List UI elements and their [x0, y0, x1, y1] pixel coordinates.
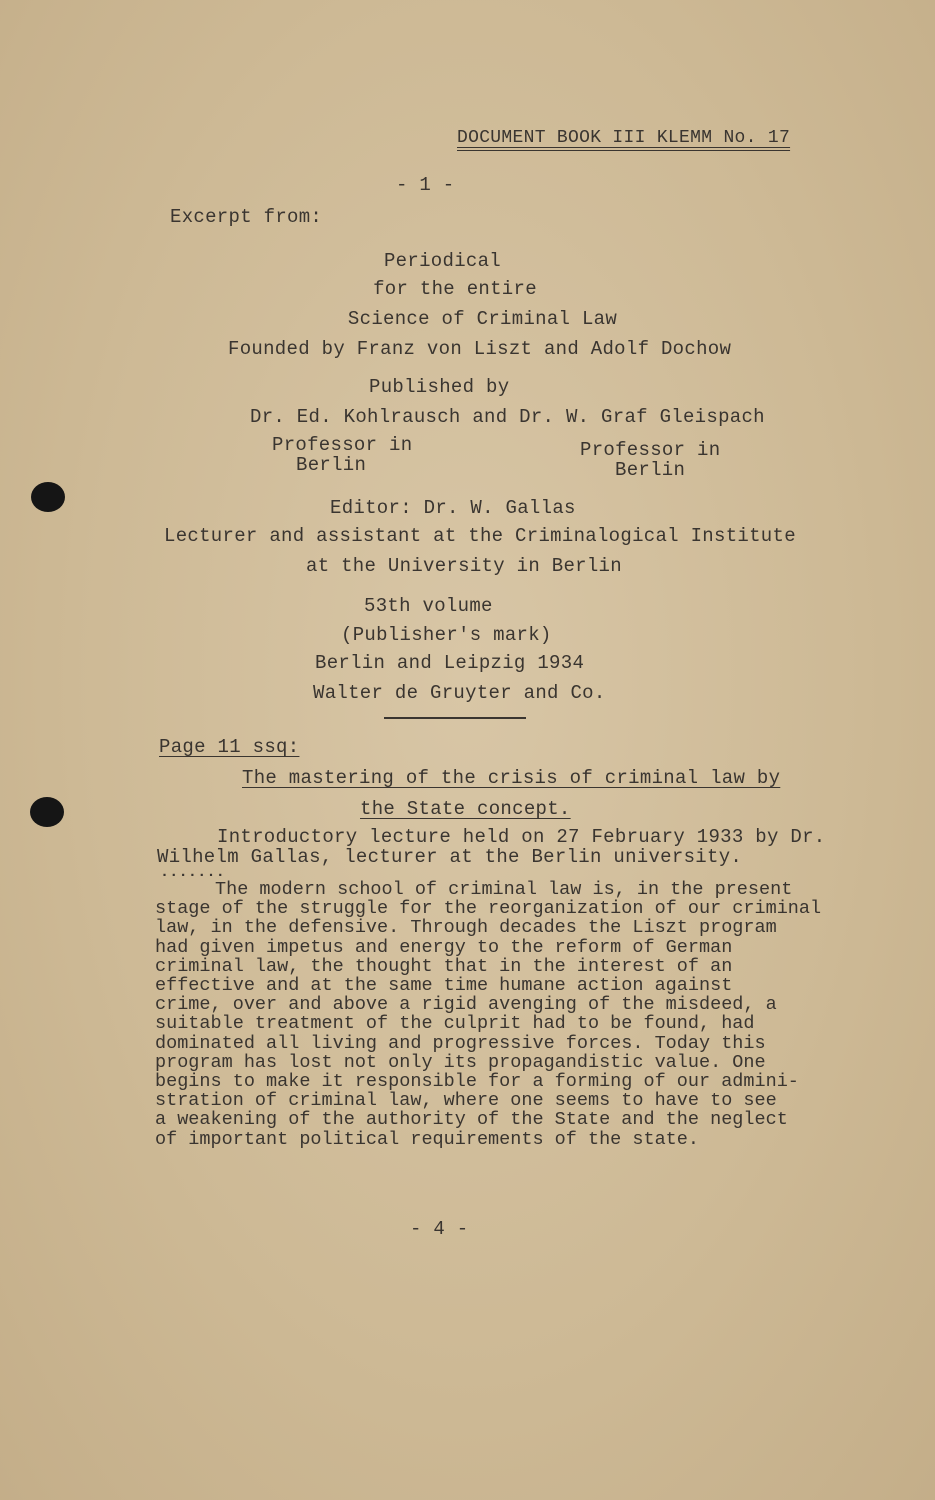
document-reference: DOCUMENT BOOK III KLEMM No. 17 — [457, 128, 791, 148]
editor-institution: at the University in Berlin — [306, 555, 622, 577]
right-professor-city: Berlin — [615, 459, 686, 481]
body-line: dominated all living and progressive forces. Today this — [155, 1032, 766, 1054]
body-paragraph — [155, 880, 867, 1149]
body-line: a weakening of the authority of the State and the neglect — [155, 1109, 788, 1131]
intro-line2: Wilhelm Gallas, lecturer at the Berlin university. — [157, 846, 743, 868]
page-reference: Page 11 ssq: — [159, 736, 300, 758]
publisher-mark: (Publisher's mark) — [341, 624, 552, 646]
left-professor-title: Professor in — [272, 434, 413, 456]
intro-line1: Introductory lecture held on 27 February 1933 by Dr. — [217, 826, 826, 848]
body-line: effective and at the same time humane action against — [155, 975, 733, 997]
periodical-line2: for the entire — [373, 278, 537, 300]
published-by-label: Published by — [369, 376, 510, 398]
section-title-line1: The mastering of the crisis of criminal law by — [242, 767, 781, 789]
separator-rule — [384, 717, 526, 719]
right-professor-title: Professor in — [580, 439, 721, 461]
left-professor-city: Berlin — [296, 454, 367, 476]
body-line: begins to make it responsible for a forming of our admini- — [155, 1071, 799, 1093]
body-line: The modern school of criminal law is, in the present — [215, 879, 793, 900]
excerpt-label: Excerpt from: — [170, 206, 323, 228]
publisher-name: Walter de Gruyter and Co. — [313, 682, 606, 704]
body-line: criminal law, the thought that in the interest of an — [155, 955, 733, 977]
periodical-line3: Science of Criminal Law — [347, 308, 618, 330]
ellipsis-dots: ....... — [160, 864, 226, 881]
body-line: stration of criminal law, where one seems to have to see — [155, 1090, 777, 1112]
body-line: crime, over and above a rigid avenging of the misdeed, a — [155, 994, 777, 1016]
punch-hole-bottom — [30, 797, 64, 827]
place-year: Berlin and Leipzig 1934 — [315, 652, 585, 674]
body-line: law, in the defensive. Through decades the Liszt program — [155, 917, 777, 939]
volume: 53th volume — [364, 595, 493, 617]
body-line: had given impetus and energy to the reform of German — [155, 936, 733, 958]
punch-hole-top — [31, 482, 65, 512]
body-line: suitable treatment of the culprit had to be found, had — [155, 1013, 755, 1035]
page-number-bottom: - 4 - — [410, 1218, 469, 1240]
body-line: program has lost not only its propagandistic value. One — [155, 1051, 766, 1073]
publishers-names: Dr. Ed. Kohlrausch and Dr. W. Graf Gleispach — [250, 406, 765, 428]
section-title-line2: the State concept. — [360, 798, 571, 820]
body-line: stage of the struggle for the reorganization of our criminal — [155, 898, 822, 920]
editor-role: Lecturer and assistant at the Criminalogical Institute — [164, 525, 796, 547]
page-number-top: - 1 - — [396, 174, 455, 196]
founded-by: Founded by Franz von Liszt and Adolf Dochow — [228, 338, 732, 360]
editor-line: Editor: Dr. W. Gallas — [330, 497, 576, 519]
body-line: of important political requirements of the state. — [155, 1128, 699, 1150]
periodical-line1: Periodical — [383, 250, 502, 272]
